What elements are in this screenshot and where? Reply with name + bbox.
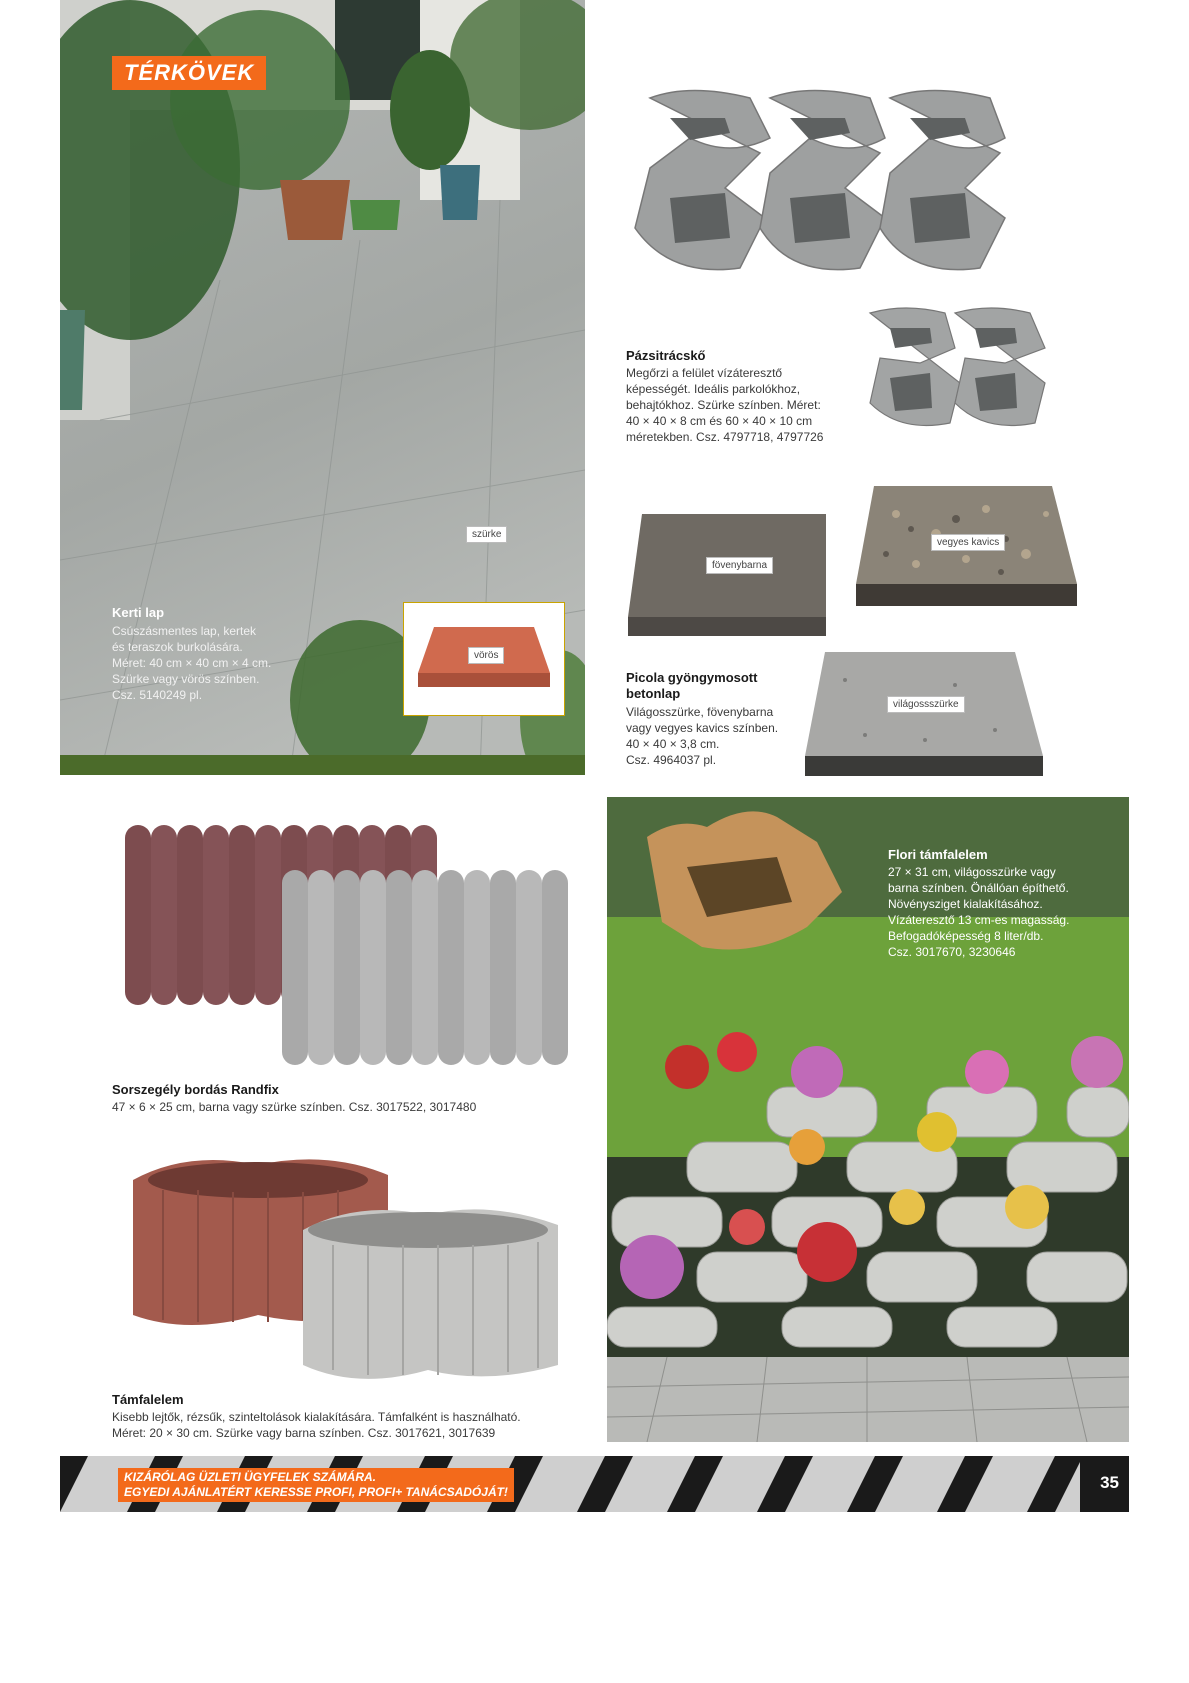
pazsitracsko-image-large	[630, 78, 1070, 288]
section-badge: TÉRKÖVEK	[112, 56, 266, 90]
page-number: 35	[1100, 1473, 1119, 1492]
pazsitracsko-image-small	[860, 303, 1060, 438]
sorszegely-title: Sorszegély bordás Randfix	[112, 1082, 279, 1097]
kerti-lap-title: Kerti lap	[112, 605, 165, 620]
tile-vilagosszurke	[805, 650, 1043, 778]
label-vegyes-kavics: vegyes kavics	[931, 534, 1005, 551]
footer-notice	[118, 1468, 514, 1502]
picola-desc: Világosszürke, fövenybarna vagy vegyes kavics színben. 40 × 40 × 3,8 cm. Csz. 4964037 pl.	[626, 705, 779, 767]
tamfalelem-title: Támfalelem	[112, 1392, 184, 1407]
label-voros: vörös	[468, 647, 504, 664]
label-fovenybarna: fövenybarna	[706, 557, 773, 574]
sorszegely-image	[120, 810, 580, 1072]
footer-line-2: EGYEDI AJÁNLATÉRT KERESSE PROFI, PROFI+ TANÁCSADÓJÁT!	[124, 1485, 508, 1499]
voros-tile-inset	[403, 602, 565, 716]
tamfalelem-desc: Kisebb lejtők, rézsűk, szinteltolások kialakítására. Támfalként is használható. Méret: 20 × 30 cm. Szürke vagy barna színben. Csz. 3017621, 3017639	[112, 1410, 521, 1440]
kerti-lap-desc: Csúszásmentes lap, kertek és teraszok burkolására. Méret: 40 cm × 40 cm × 4 cm. Szürke vagy vörös színben. Csz. 5140249 pl.	[112, 624, 272, 702]
sorszegely-desc: 47 × 6 × 25 cm, barna vagy szürke színben. Csz. 3017522, 3017480	[112, 1100, 477, 1114]
footer-band	[60, 1456, 1129, 1512]
tile-vegyes-kavics	[856, 484, 1078, 610]
tile-fovenybarna	[628, 512, 828, 637]
picola-title: Picola gyöngymosott betonlap	[626, 670, 758, 701]
pazsitracsko-desc: Megőrzi a felület vízáteresztő képességét. Ideális parkolókhoz, behajtókhoz. Szürke színben. Méret: 40 × 40 × 8 cm és 60 × 40 × 10 cm méretekben. Csz. 4797718, 4797726	[626, 366, 824, 444]
flori-title: Flori támfalelem	[888, 847, 988, 862]
label-szurke: szürke	[466, 526, 507, 543]
tamfalelem-image	[128, 1150, 568, 1390]
pazsitracsko-title: Pázsitrácskő	[626, 348, 706, 363]
flori-desc: 27 × 31 cm, világosszürke vagy barna színben. Önállóan építhető. Növénysziget kialakításához. Vízáteresztő 13 cm-es magasság. Befogadóképesség 8 liter/db. Csz. 3017670, 3230646	[888, 865, 1070, 959]
footer-line-1: KIZÁRÓLAG ÜZLETI ÜGYFELEK SZÁMÁRA.	[124, 1470, 376, 1484]
label-vilagosszurke: világossszürke	[887, 696, 965, 713]
